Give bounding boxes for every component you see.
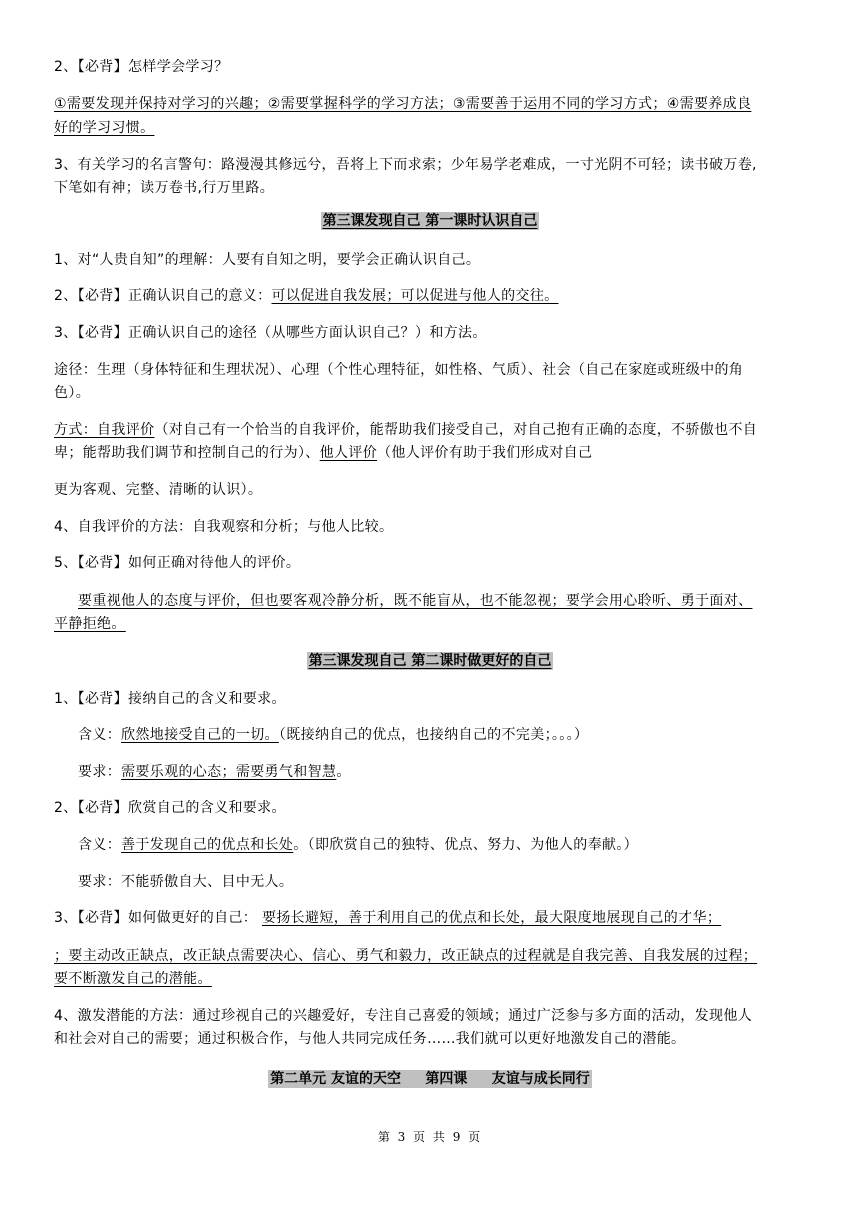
methods-line-2: 卑；能帮助我们调节和控制自己的行为）、他人评价（他人评价有助于我们形成对自己 [54, 445, 593, 461]
better-self-answer-1: ；要主动改正缺点，改正缺点需要决心、信心、勇气和毅力，改正缺点的过程就是自我完善、自我发展的过程； [54, 948, 758, 964]
others-evaluation-question: 5、【必背】如何正确对待他人的评价。 [54, 555, 301, 571]
ways-question: 3、【必背】正确认识自己的途径（从哪些方面认识自己？）和方法。 [54, 325, 487, 341]
ways-line-1: 途径：生理（身体特征和生理状况）、心理（个性心理特征，如性格、气质）、社会（自己在家庭或班级中的角 [54, 362, 744, 378]
self-evaluation-methods: 4、自我评价的方法：自我观察和分析；与他人比较。 [54, 519, 394, 535]
appreciate-self-requirement: 要求：不能骄傲自大、目中无人。 [78, 874, 294, 890]
better-self-question: 3、【必背】如何做更好的自己： 要扬长避短，善于利用自己的优点和长处，最大限度地展现自己的才华； [54, 910, 722, 926]
meaning-of-self-knowledge: 2、【必背】正确认识自己的意义：可以促进自我发展；可以促进与他人的交往。 [54, 288, 559, 304]
self-knowledge-understanding: 1、对“人贵自知”的理解：人要有自知之明，要学会正确认识自己。 [54, 252, 481, 268]
appreciate-self-meaning: 含义：善于发现自己的优点和长处。（即欣赏自己的独特、优点、努力、为他人的奉献。） [78, 837, 639, 853]
question-how-to-learn: 2、【必背】怎样学会学习？ [54, 59, 229, 75]
page-footer: 第 3 页 共 9 页 [377, 1130, 483, 1144]
section-heading-better-self: 第三课发现自己 第二课时做更好的自己 [308, 653, 552, 669]
others-evaluation-answer-1: 要重视他人的态度与评价，但也要客观冷静分析，既不能盲从，也不能忽视；要学会用心聆听、勇于面对、 [78, 593, 753, 609]
others-evaluation-answer-2: 平静拒绝。 [54, 616, 126, 632]
appreciate-self-question: 2、【必背】欣赏自己的含义和要求。 [54, 800, 286, 816]
quotes-line-2: 下笔如有神；读万卷书,行万里路。 [54, 180, 275, 196]
potential-methods-2: 和社会对自己的需要；通过积极合作，与他人共同完成任务……我们就可以更好地激发自己的潜能。 [54, 1031, 686, 1047]
potential-methods-1: 4、激发潜能的方法：通过珍视自己的兴趣爱好，专注自己喜爱的领域；通过广泛参与多方面的活动，发现他人 [54, 1008, 753, 1024]
accept-self-question: 1、【必背】接纳自己的含义和要求。 [54, 691, 286, 707]
answer-learn-line-1: ①需要发现并保持对学习的兴趣；②需要掌握科学的学习方法；③需要善于运用不同的学习方式；④需要养成良 [54, 96, 752, 112]
methods-line-1: 方式：自我评价（对自己有一个恰当的自我评价，能帮助我们接受自己，对自己抱有正确的态度，不骄傲也不自 [54, 422, 758, 438]
accept-self-meaning: 含义：欣然地接受自己的一切。（既接纳自己的优点，也接纳自己的不完美；。。。） [78, 727, 589, 743]
answer-learn-line-2: 好的学习习惯。 [54, 120, 155, 136]
methods-line-3: 更为客观、完整、清晰的认识）。 [54, 482, 263, 498]
section-heading-know-yourself: 第三课发现自己 第一课时认识自己 [322, 213, 538, 229]
better-self-answer-2: 要不断激发自己的潜能。 [54, 971, 212, 987]
ways-line-2: 色）。 [54, 385, 91, 401]
accept-self-requirement: 要求：需要乐观的心态；需要勇气和智慧。 [78, 764, 351, 780]
unit-heading-friendship: 第二单元 友谊的天空 第四课 友谊与成长同行 [270, 1071, 590, 1087]
quotes-line-1: 3、有关学习的名言警句：路漫漫其修远兮，吾将上下而求索；少年易学老难成，一寸光阴不可轻；读书破万卷, [54, 157, 757, 173]
